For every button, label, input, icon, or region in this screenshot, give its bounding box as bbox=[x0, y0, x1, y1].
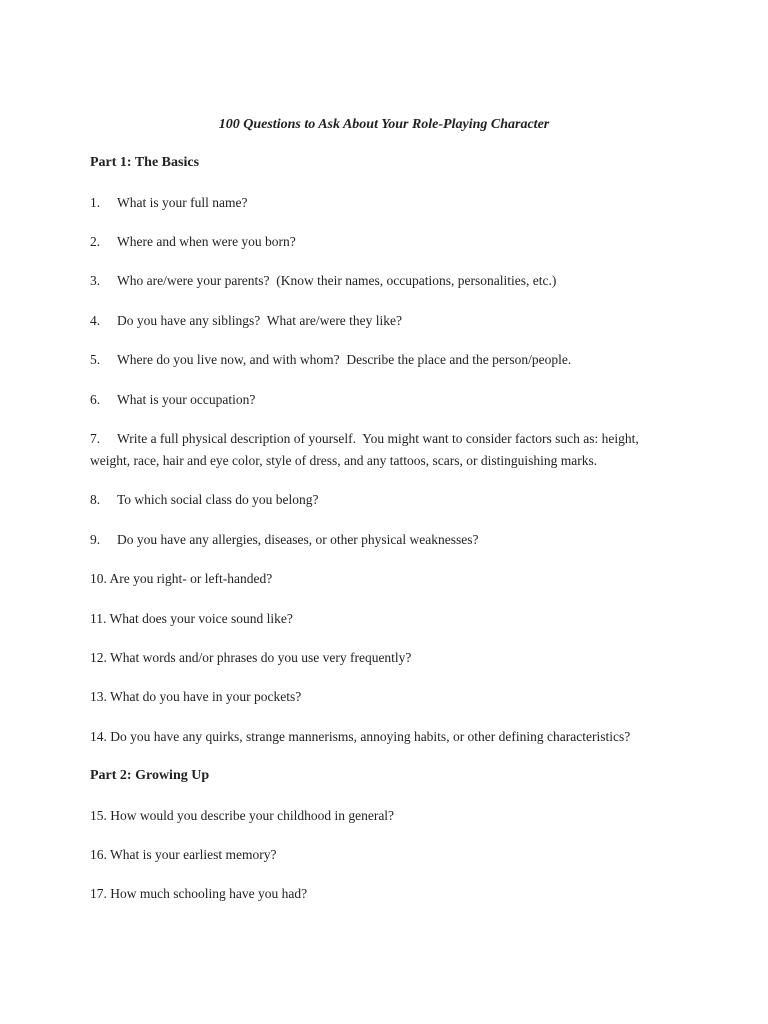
item-number: 15. bbox=[90, 807, 107, 823]
list-item bbox=[90, 270, 750, 292]
item-text: Where do you live now, and with whom? Describe the place and the person/people. bbox=[117, 352, 572, 368]
item-text: Do you have any allergies, diseases, or other physical weaknesses? bbox=[117, 531, 479, 547]
item-number: 17. bbox=[90, 886, 107, 902]
document-body bbox=[90, 152, 750, 923]
item-text: Who are/were your parents? (Know their names, occupations, personalities, etc.) bbox=[117, 273, 557, 289]
item-number: 9. bbox=[90, 531, 101, 547]
item-text: Write a full physical description of yourself. You might want to consider factors such as: height, bbox=[117, 430, 639, 446]
list-item bbox=[90, 231, 750, 253]
item-number: 11. bbox=[90, 610, 107, 626]
list-item bbox=[90, 489, 750, 511]
list-item bbox=[90, 349, 750, 371]
item-number: 7. bbox=[90, 430, 101, 446]
item-text: How would you describe your childhood in general? bbox=[110, 807, 395, 823]
list-item bbox=[90, 310, 750, 332]
item-number: 3. bbox=[90, 273, 101, 289]
list-item bbox=[90, 389, 750, 411]
item-number: 10. bbox=[90, 571, 107, 587]
list-item bbox=[90, 192, 750, 214]
list-item bbox=[90, 844, 750, 866]
item-number: 13. bbox=[90, 689, 107, 705]
item-text: Do you have any siblings? What are/were they like? bbox=[117, 312, 403, 328]
item-text: Do you have any quirks, strange mannerisms, annoying habits, or other defining characteristics? bbox=[110, 728, 631, 744]
item-text: How much schooling have you had? bbox=[110, 886, 308, 902]
list-item bbox=[90, 726, 750, 748]
list-item bbox=[90, 647, 750, 669]
section-heading: Part 2: Growing Up bbox=[90, 768, 210, 784]
item-text-continued: weight, race, hair and eye color, style of dress, and any tattoos, scars, or distinguishing marks. bbox=[90, 452, 598, 468]
item-number: 4. bbox=[90, 312, 101, 328]
item-number: 6. bbox=[90, 391, 101, 407]
list-item bbox=[90, 568, 750, 590]
item-text: What words and/or phrases do you use very frequently? bbox=[110, 649, 412, 665]
item-text: Where and when were you born? bbox=[117, 233, 296, 249]
item-number: 2. bbox=[90, 233, 101, 249]
list-item bbox=[90, 529, 750, 551]
list-item bbox=[90, 686, 750, 708]
item-text: Are you right- or left-handed? bbox=[109, 571, 273, 587]
item-text: What does your voice sound like? bbox=[109, 610, 293, 626]
item-number: 1. bbox=[90, 194, 101, 210]
item-number: 8. bbox=[90, 492, 101, 508]
list-item bbox=[90, 428, 750, 472]
list-item bbox=[90, 608, 750, 630]
item-text: What is your full name? bbox=[117, 194, 248, 210]
item-text: What is your occupation? bbox=[117, 391, 256, 407]
item-number: 5. bbox=[90, 352, 101, 368]
list-item bbox=[90, 805, 750, 827]
item-number: 16. bbox=[90, 847, 107, 863]
document-title: 100 Questions to Ask About Your Role-Playing Character bbox=[218, 117, 550, 132]
section-heading: Part 1: The Basics bbox=[90, 155, 200, 170]
item-text: What do you have in your pockets? bbox=[110, 689, 302, 705]
item-number: 12. bbox=[90, 649, 107, 665]
item-number: 14. bbox=[90, 728, 107, 744]
item-text: To which social class do you belong? bbox=[117, 492, 319, 508]
list-item bbox=[90, 883, 750, 905]
item-text: What is your earliest memory? bbox=[110, 847, 277, 863]
